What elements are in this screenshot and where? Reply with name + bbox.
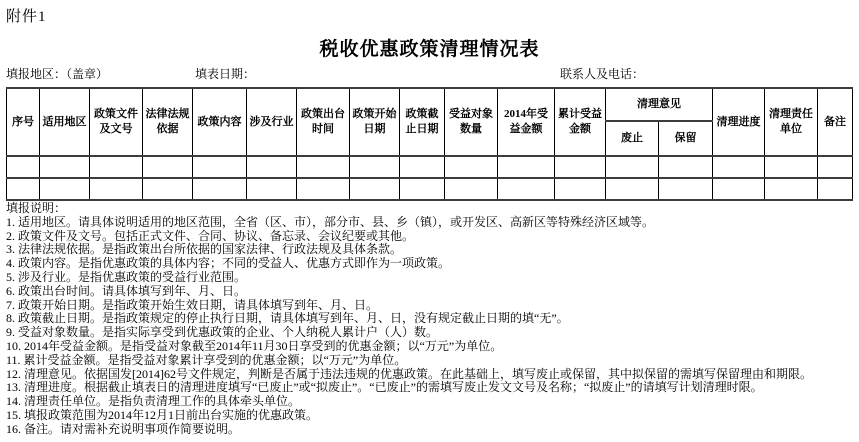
empty-cell xyxy=(818,156,853,178)
col-header-retain: 保留 xyxy=(659,121,713,156)
col-header-policy-issue-time: 政策出台时间 xyxy=(297,88,350,156)
policy-cleanup-table xyxy=(6,87,853,201)
empty-cell xyxy=(606,178,659,200)
empty-cell xyxy=(400,156,445,178)
empty-cell xyxy=(90,178,143,200)
empty-cell xyxy=(818,178,853,200)
col-header-remarks: 备注 xyxy=(818,88,853,156)
empty-cell xyxy=(90,156,143,178)
page-title: 税收优惠政策清理情况表 xyxy=(319,39,540,60)
col-header-industries-involved: 涉及行业 xyxy=(247,88,297,156)
col-header-policy-end-date: 政策截止日期 xyxy=(400,88,445,156)
empty-cell xyxy=(765,156,818,178)
note-line: 4. 政策内容。是指优惠政策的具体内容；不同的受益人、优惠方式即作为一项政策。 xyxy=(6,256,451,271)
empty-cell xyxy=(143,156,193,178)
note-line: 2. 政策文件及文号。包括正式文件、合同、协议、备忘录、会议纪要或其他。 xyxy=(6,228,415,243)
note-line: 10. 2014年受益金额。是指受益对象截至2014年11月30日享受到的优惠金额；以“万元”为单位。 xyxy=(6,338,503,353)
note-line: 5. 涉及行业。是指优惠政策的受益行业范围。 xyxy=(6,269,247,284)
filing-instructions xyxy=(6,202,856,437)
note-line: 14. 清理责任单位。是指负责清理工作的具体牵头单位。 xyxy=(6,394,301,409)
empty-cell xyxy=(7,156,40,178)
note-line: 7. 政策开始日期。是指政策开始生效日期，请具体填写到年、月、日。 xyxy=(6,297,379,312)
fill-date-label: 填表日期： xyxy=(195,67,256,81)
col-header-cumulative-benefit-amount: 累计受益金额 xyxy=(555,88,606,156)
col-header-cleanup-progress: 清理进度 xyxy=(713,88,765,156)
empty-cell xyxy=(247,178,297,200)
empty-cell xyxy=(40,178,90,200)
empty-cell xyxy=(350,178,400,200)
note-line: 11. 累计受益金额。是指受益对象累计享受到的优惠金额；以“万元”为单位。 xyxy=(6,352,407,367)
col-header-applicable-region: 适用地区 xyxy=(40,88,90,156)
note-line: 16. 备注。请对需补充说明事项作简要说明。 xyxy=(6,421,241,436)
col-header-policy-content: 政策内容 xyxy=(193,88,247,156)
col-header-beneficiary-count: 受益对象数量 xyxy=(445,88,498,156)
empty-cell xyxy=(297,156,350,178)
empty-cell xyxy=(555,178,606,200)
empty-cell xyxy=(193,178,247,200)
empty-cell xyxy=(400,178,445,200)
col-header-policy-start-date: 政策开始日期 xyxy=(350,88,400,156)
empty-cell xyxy=(7,178,40,200)
empty-cell xyxy=(445,156,498,178)
empty-cell xyxy=(606,156,659,178)
empty-cell xyxy=(765,178,818,200)
col-header-policy-document-no: 政策文件及文号 xyxy=(90,88,143,156)
attachment-label: 附件1 xyxy=(6,9,47,25)
col-header-responsible-unit: 清理责任单位 xyxy=(765,88,818,156)
note-line: 6. 政策出台时间。请具体填写到年、月、日。 xyxy=(6,283,247,298)
empty-cell xyxy=(143,178,193,200)
empty-cell xyxy=(659,156,713,178)
col-header-serial-no: 序号 xyxy=(7,88,40,156)
note-line: 13. 清理进度。根据截止填表日的清理进度填写“已废止”或“拟废止”。“已废止”的需填写废止发文文号及名称；“拟废止”的请填写计划清理时限。 xyxy=(6,380,763,395)
empty-cell xyxy=(713,156,765,178)
notes-title: 填报说明： xyxy=(6,201,67,215)
empty-cell xyxy=(297,178,350,200)
empty-cell xyxy=(247,156,297,178)
empty-cell xyxy=(40,156,90,178)
contact-phone-label: 联系人及电话： xyxy=(560,67,645,81)
empty-cell xyxy=(350,156,400,178)
table-row xyxy=(7,156,853,178)
empty-cell xyxy=(713,178,765,200)
note-line: 15. 填报政策范围为2014年12月1日前出台实施的优惠政策。 xyxy=(6,407,319,422)
col-header-cleanup-opinion: 清理意见 xyxy=(606,88,713,121)
empty-cell xyxy=(498,178,555,200)
empty-cell xyxy=(659,178,713,200)
empty-cell xyxy=(498,156,555,178)
empty-cell xyxy=(445,178,498,200)
report-region-label: 填报地区：（盖章） xyxy=(6,67,109,81)
col-header-legal-basis: 法律法规依据 xyxy=(143,88,193,156)
empty-cell xyxy=(193,156,247,178)
note-line: 3. 法律法规依据。是指政策出台所依据的国家法律、行政法规及具体条款。 xyxy=(6,242,403,257)
table-row xyxy=(7,178,853,200)
note-line: 8. 政策截止日期。是指政策规定的停止执行日期，请具体填写到年、月、日，没有规定截止日期的填“无”。 xyxy=(6,311,569,326)
col-header-benefit-amount-2014: 2014年受益金额 xyxy=(498,88,555,156)
note-line: 1. 适用地区。请具体说明适用的地区范围，全省（区、市），部分市、县、乡（镇），或开发区、高新区等特殊经济区域等。 xyxy=(6,214,655,229)
note-line: 9. 受益对象数量。是指实际享受到优惠政策的企业、个人纳税人累计户（人）数。 xyxy=(6,325,439,340)
empty-cell xyxy=(555,156,606,178)
note-line: 12. 清理意见。依据国发[2014]62号文件规定，判断是否属于违法违规的优惠政策。在此基础上，填写废止或保留，其中拟保留的需填写保留理由和期限。 xyxy=(6,366,812,381)
col-header-abolish: 废止 xyxy=(606,121,659,156)
